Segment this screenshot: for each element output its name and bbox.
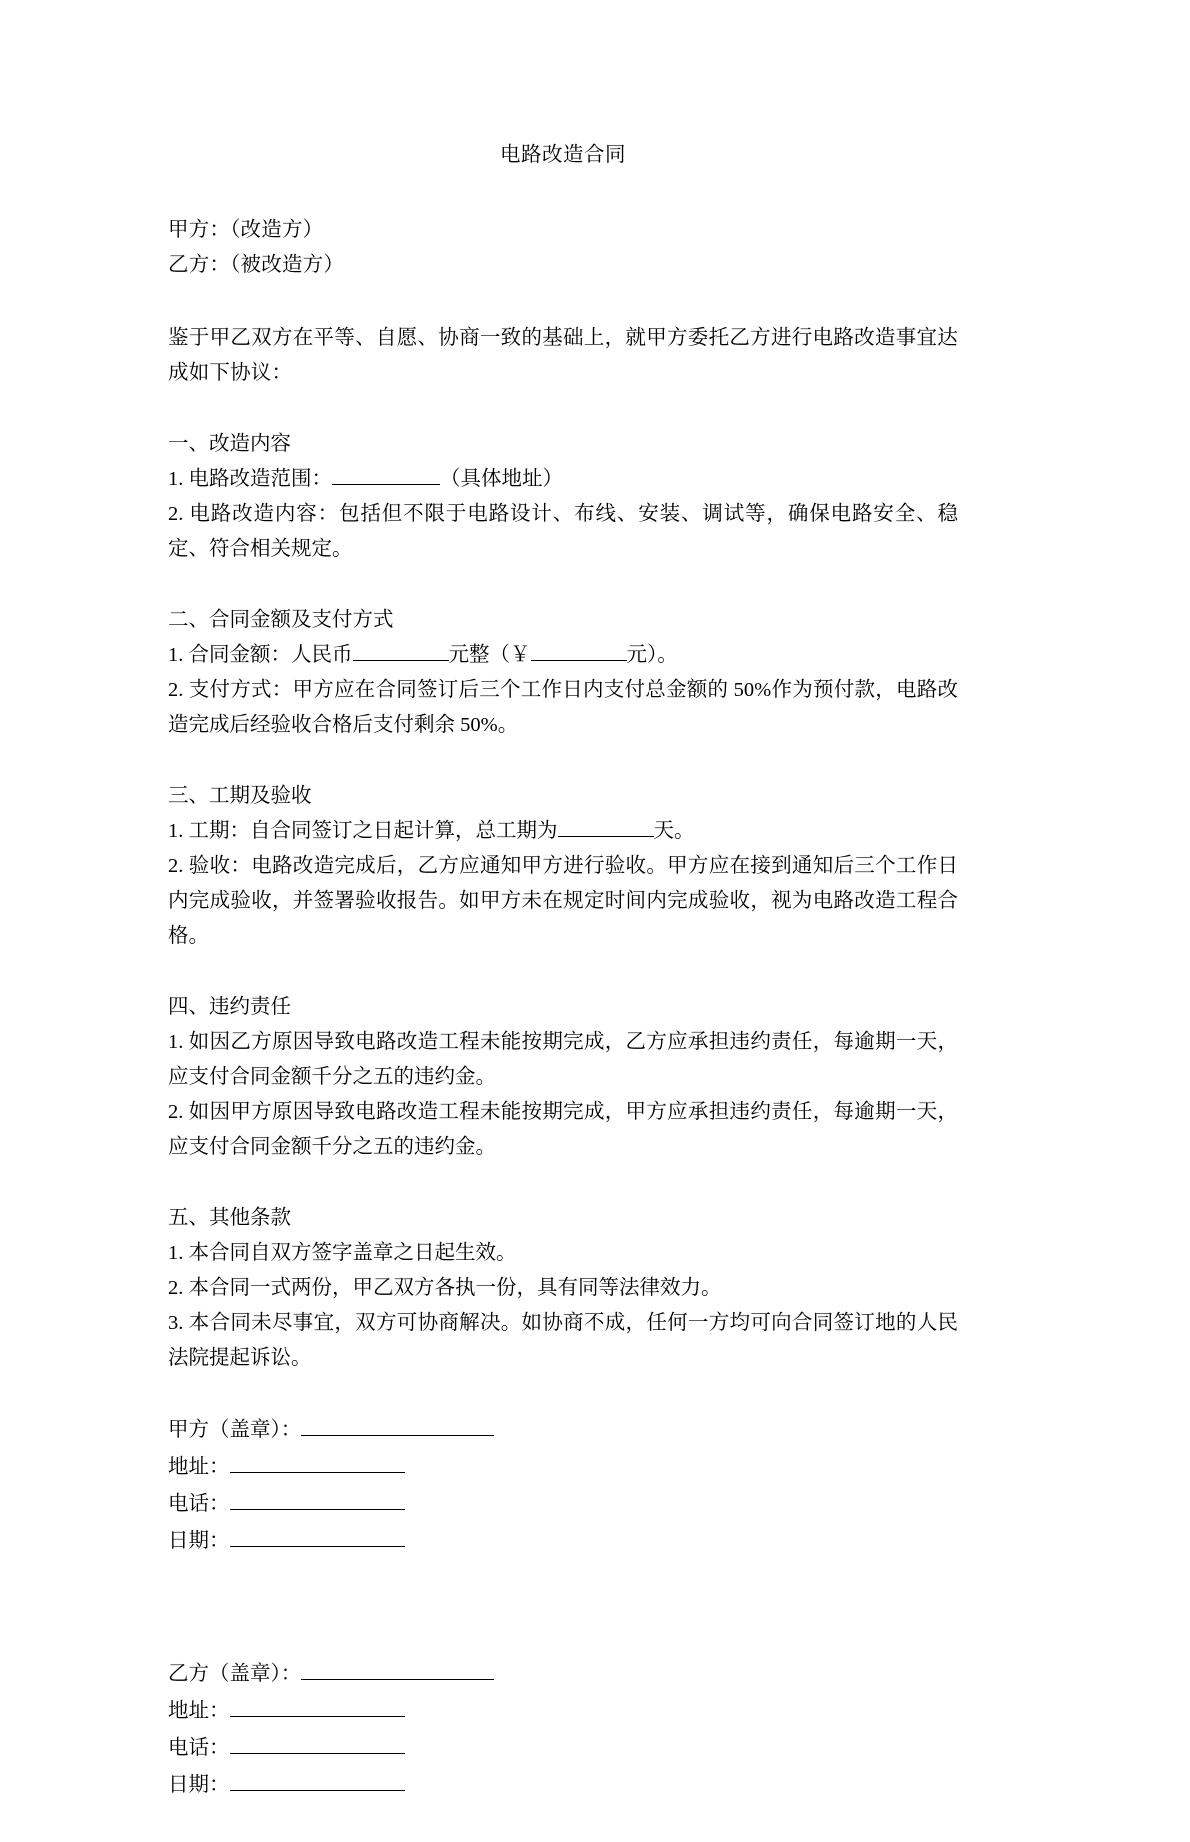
section-item: 1. 本合同自双方签字盖章之日起生效。 (168, 1241, 517, 1264)
section-item: 3. 本合同未尽事宜，双方可协商解决。如协商不成，任何一方均可向合同签订地的人民法院提起诉讼。 (168, 1311, 958, 1369)
item-text-prefix: 1. 电路改造范围： (168, 467, 332, 490)
signature-seal-label: 乙方（盖章）： (168, 1662, 302, 1685)
signature-spacer (168, 1598, 958, 1656)
section-item: 2. 电路改造内容：包括但不限于电路设计、布线、安装、调试等，确保电路安全、稳定、符合相关规定。 (168, 502, 958, 560)
section-heading: 三、工期及验收 (168, 784, 312, 807)
section-heading: 五、其他条款 (168, 1206, 291, 1229)
section-item: 2. 验收：电路改造完成后，乙方应通知甲方进行验收。甲方应在接到通知后三个工作日内完成验收，并签署验收报告。如甲方未在规定时间内完成验收，视为电路改造工程合格。 (168, 854, 958, 947)
fill-in-blank[interactable] (558, 836, 654, 837)
signature-seal-line (168, 1656, 958, 1693)
section-qita-tiaokuan (168, 1201, 958, 1376)
item-text-suffix: 元）。 (626, 643, 678, 666)
page-title: 电路改造合同 (500, 144, 626, 166)
document-content (168, 140, 958, 1842)
section-gaizao-neirong (168, 427, 958, 567)
section-heading: 一、改造内容 (168, 432, 291, 455)
section-heading: 二、合同金额及支付方式 (168, 608, 394, 631)
address-blank[interactable] (230, 1472, 405, 1473)
section-item: 2. 如因甲方原因导致电路改造工程未能按期完成，甲方应承担违约责任，每逾期一天，应支付合同金额千分之五的违约金。 (168, 1100, 958, 1158)
address-blank[interactable] (230, 1716, 405, 1717)
fill-in-blank[interactable] (531, 660, 627, 661)
party-block (168, 213, 958, 283)
signature-blank[interactable] (301, 1435, 494, 1436)
item-text-suffix: （具体地址） (440, 467, 563, 490)
signature-seal-line (168, 1412, 958, 1449)
phone-blank[interactable] (230, 1753, 405, 1754)
signature-block-party-a (168, 1412, 958, 1560)
section-heading: 四、违约责任 (168, 995, 291, 1018)
section-item (168, 638, 958, 673)
section-item: 1. 如因乙方原因导致电路改造工程未能按期完成，乙方应承担违约责任，每逾期一天，应支付合同金额千分之五的违约金。 (168, 1030, 958, 1088)
preamble-block (168, 321, 958, 391)
signature-field-label: 日期： (168, 1773, 230, 1796)
party-a-label: 甲方：（改造方） (168, 218, 324, 241)
preamble-text: 鉴于甲乙双方在平等、自愿、协商一致的基础上，就甲方委托乙方进行电路改造事宜达成如下协议： (168, 326, 958, 384)
section-item (168, 462, 958, 497)
date-blank[interactable] (230, 1546, 405, 1547)
signature-field-line (168, 1693, 958, 1730)
signature-block-party-b (168, 1656, 958, 1804)
signature-field-line (168, 1767, 958, 1804)
signature-blank[interactable] (301, 1679, 494, 1680)
signature-field-line (168, 1523, 958, 1560)
section-item (168, 814, 958, 849)
signature-field-line (168, 1449, 958, 1486)
item-text-prefix: 1. 合同金额：人民币 (168, 643, 353, 666)
signature-field-label: 电话： (168, 1492, 230, 1515)
party-b-label: 乙方：（被改造方） (168, 253, 345, 276)
section-weiyue-zeren (168, 990, 958, 1165)
section-item: 2. 支付方式：甲方应在合同签订后三个工作日内支付总金额的 50%作为预付款，电路改造完成后经验收合格后支付剩余 50%。 (168, 678, 958, 736)
signature-field-line (168, 1730, 958, 1767)
signature-field-label: 地址： (168, 1699, 230, 1722)
item-text-prefix: 1. 工期：自合同签订之日起计算，总工期为 (168, 819, 558, 842)
phone-blank[interactable] (230, 1509, 405, 1510)
item-text-middle: 元整（￥ (448, 643, 531, 666)
signature-field-line (168, 1486, 958, 1523)
fill-in-blank[interactable] (353, 660, 449, 661)
signature-field-label: 电话： (168, 1736, 230, 1759)
item-text-suffix: 天。 (653, 819, 695, 842)
section-item: 2. 本合同一式两份，甲乙双方各执一份，具有同等法律效力。 (168, 1276, 722, 1299)
signature-field-label: 地址： (168, 1455, 230, 1478)
date-blank[interactable] (230, 1790, 405, 1791)
section-gongqi-yanshou (168, 779, 958, 954)
fill-in-blank[interactable] (332, 484, 440, 485)
signature-seal-label: 甲方（盖章）： (168, 1418, 302, 1441)
signature-field-label: 日期： (168, 1529, 230, 1552)
section-hetong-jine (168, 603, 958, 743)
